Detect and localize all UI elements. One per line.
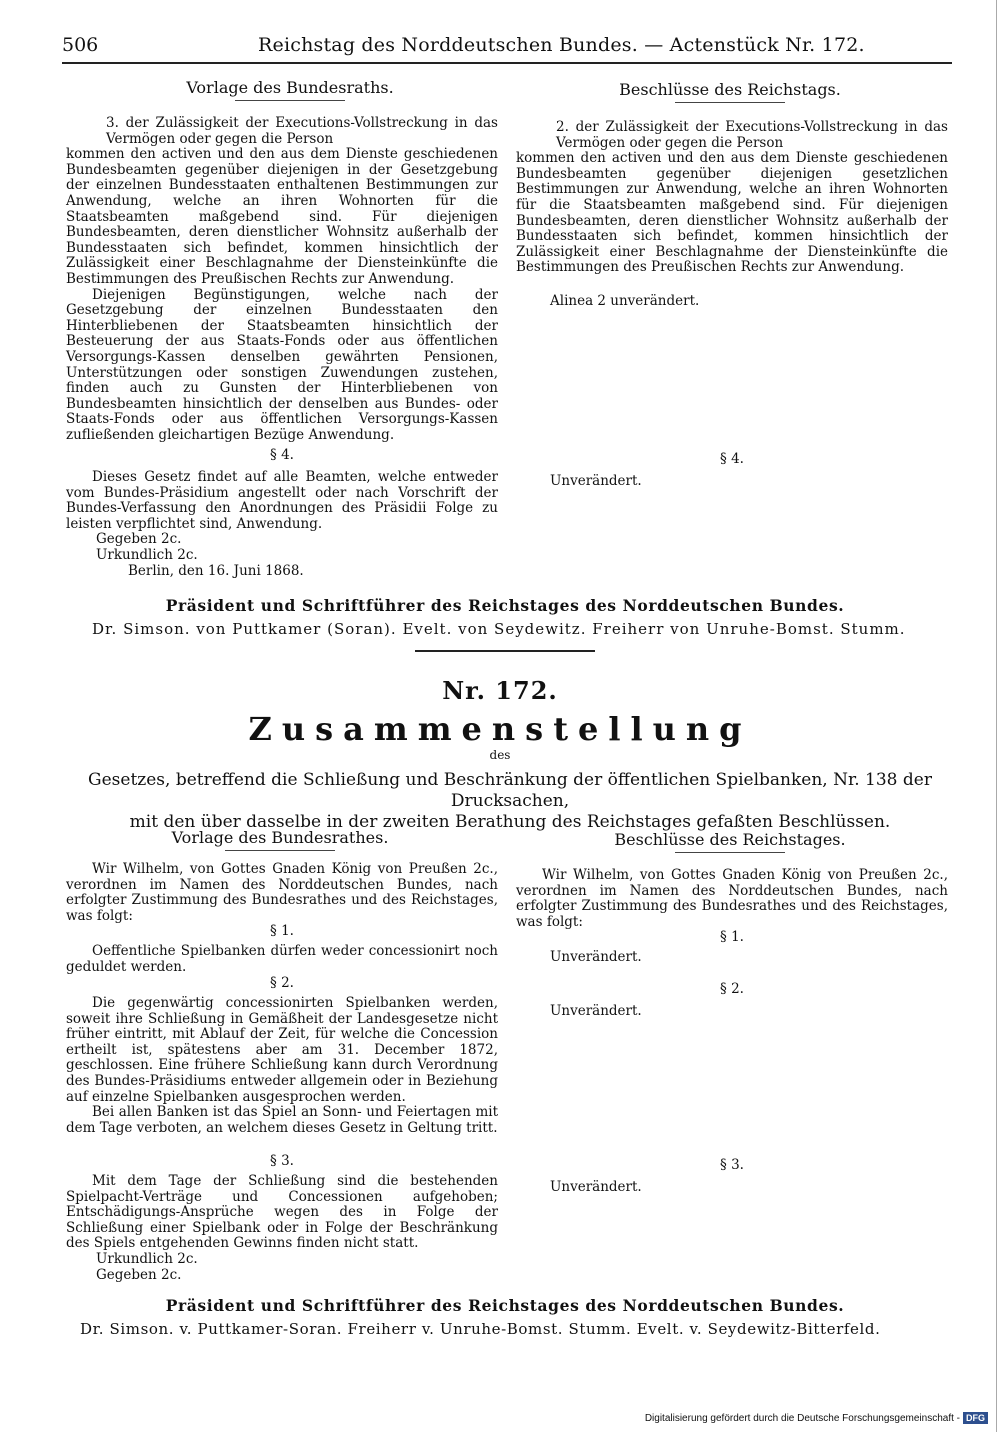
subtitle-line-1: Gesetzes, betreffend die Schließung und Beschränkung der öffentlichen Spielbanken, Nr. 138 der Drucksachen, (88, 770, 932, 811)
left-column-section-4 (66, 470, 498, 579)
paragraph: kommen den activen und den aus dem Dienste geschiedenen Bundesbeamten gegenüber diejenigen in der Gesetzgebung der einzelnen Bundesstaaten enthaltenen Bestimmungen zur Anwendung, welche an ihren Wohnorten für die Staatsbeamten maßgebend sind. Für diejenigen Bundesbeamten, deren dienstlicher Wohnsitz außerhalb der Bundesstaaten sich befindet, kommen hinsichtlich der Zulässigkeit einer Beschlagnahme der Diensteinkünfte die Bestimmungen des Preußischen Rechts zur Anwendung. (66, 146, 498, 287)
section-1-text (66, 944, 498, 975)
right-column-preamble (516, 868, 948, 930)
unchanged-note: Unverändert. (550, 473, 642, 489)
section-heading: § 1. (720, 929, 744, 945)
paragraph: kommen den activen und den aus dem Dienste geschiedenen Bundesbeamten gegenüber diejenigen gesetzlichen Bestimmungen zur Anwendung, welche an ihren Wohnorten für die Staatsbeamten maßgebend sind. Für diejenigen Bundesbeamten, deren dienstlicher Wohnsitz außerhalb der Bundesstaaten sich befindet, kommen hinsichtlich der Zulässigkeit einer Beschlagnahme der Diensteinkünfte die Bestimmungen des Preußischen Rechts zur Anwendung. (516, 150, 948, 276)
signature-names: Dr. Simson. v. Puttkamer-Soran. Freiherr v. Unruhe-Bomst. Stumm. Evelt. v. Seydewitz-Bitterfeld. (80, 1320, 881, 1338)
right-column-heading: Beschlüsse des Reichstages. (614, 830, 846, 849)
date-line: Berlin, den 16. Juni 1868. (128, 562, 304, 579)
paragraph: Bei allen Banken ist das Spiel an Sonn- und Feiertagen mit dem Tage verboten, an welchem dieses Gesetz in Geltung tritt. (66, 1104, 498, 1136)
scan-edge (996, 0, 997, 1432)
title-connector: des (489, 748, 511, 762)
signature-heading: Präsident und Schriftführer des Reichstages des Norddeutschen Bundes. (165, 1296, 845, 1315)
urkundlich-line: Urkundlich 2c. (96, 546, 198, 563)
left-column-body (66, 116, 498, 443)
digitization-footer (645, 1412, 988, 1424)
item-3-title: 3. der Zulässigkeit der Executions-Vollstreckung in das Vermögen oder gegen die Person (106, 115, 498, 147)
left-column-preamble (66, 862, 498, 924)
subtitle (40, 770, 980, 833)
paragraph: Mit dem Tage der Schließung sind die bestehenden Spielpacht-Verträge und Concessionen aufgehoben; Entschädigungs-Ansprüche wegen des in Folge der Schließung einer Spielbank oder in Folge der Beschränkung des Spiels entgehenden Gewinns finden nicht statt. (66, 1173, 498, 1252)
unchanged-note: Unverändert. (550, 1003, 642, 1019)
alinea-note: Alinea 2 unverändert. (550, 293, 700, 309)
section-heading: § 4. (270, 447, 294, 463)
dfg-logo: DFG (963, 1412, 988, 1424)
document-title: Zusammenstellung (248, 710, 752, 748)
section-2-text (66, 996, 498, 1136)
left-column-heading: Vorlage des Bundesrathes. (171, 828, 389, 847)
gegeben-line: Gegeben 2c. (96, 531, 182, 548)
running-title: Reichstag des Norddeutschen Bundes. — Actenstück Nr. 172. (258, 34, 865, 56)
section-divider (415, 650, 595, 652)
right-column-body (516, 120, 948, 276)
signature-heading: Präsident und Schriftführer des Reichstages des Norddeutschen Bundes. (165, 596, 845, 615)
left-column-heading: Vorlage des Bundesraths. (186, 78, 394, 97)
heading-underline (225, 850, 335, 851)
subtitle-line-2: mit den über dasselbe in der zweiten Berathung des Reichstages gefaßten Beschlüssen. (129, 812, 891, 832)
heading-underline (675, 102, 785, 103)
item-2-title: 2. der Zulässigkeit der Executions-Vollstreckung in das Vermögen oder gegen die Person (556, 119, 948, 151)
unchanged-note: Unverändert. (550, 1179, 642, 1195)
paragraph: Diejenigen Begünstigungen, welche nach der Gesetzgebung der einzelnen Bundesstaaten den Hinterbliebenen der Staatsbeamten hinsichtlich der Besteuerung der aus Staats-Fonds oder aus öffentlichen Versorgungs-Kassen denselben gewährten Pensionen, Unterstützungen oder sonstigen Zuwendungen zustehen, finden auch zu Gunsten der Hinterbliebenen von Bundesbeamten hinsichtlich der denselben aus Bundes- oder Staats-Fonds oder aus öffentlichen Versorgungs-Kassen zufließenden gleichartigen Bezüge Anwendung. (66, 286, 498, 443)
urkundlich-line: Urkundlich 2c. (96, 1250, 198, 1267)
section-heading: § 3. (270, 1153, 294, 1169)
section-3-text (66, 1174, 498, 1283)
paragraph: Dieses Gesetz findet auf alle Beamten, welche entweder vom Bundes-Präsidium angestellt oder nach Vorschrift der Bundes-Verfassung den Anordnungen des Präsidii Folge zu leisten verpflichtet sind, Anwendung. (66, 469, 498, 532)
footer-text: Digitalisierung gefördert durch die Deutsche Forschungsgemeinschaft - (644, 1413, 960, 1424)
section-heading: § 4. (720, 451, 744, 467)
section-heading: § 1. (270, 923, 294, 939)
signature-names: Dr. Simson. von Puttkamer (Soran). Evelt. von Seydewitz. Freiherr von Unruhe-Bomst. Stumm. (92, 620, 906, 638)
paragraph: Die gegenwärtig concessionirten Spielbanken werden, soweit ihre Schließung in Gemäßheit der Landesgesetze nicht früher eintritt, mit Ablauf der Zeit, für welche die Concession ertheilt ist, spätestens aber am 31. December 1872, geschlossen. Eine frühere Schließung kann durch Verordnung des Bundes-Präsidiums entweder allgemein oder in Beziehung auf einzelne Spielbanken ausgesprochen werden. (66, 995, 498, 1105)
heading-underline (675, 852, 785, 853)
heading-underline (235, 100, 345, 101)
paragraph: Oeffentliche Spielbanken dürfen weder concessionirt noch geduldet werden. (66, 943, 498, 975)
page-number: 506 (62, 34, 99, 56)
section-heading: § 2. (270, 975, 294, 991)
section-heading: § 3. (720, 1157, 744, 1173)
document-number: Nr. 172. (442, 676, 558, 705)
header-rule (62, 62, 952, 64)
preamble: Wir Wilhelm, von Gottes Gnaden König von Preußen 2c., verordnen im Namen des Norddeutschen Bundes, nach erfolgter Zustimmung des Bundesrathes und des Reichstages, was folgt: (516, 867, 948, 930)
section-heading: § 2. (720, 981, 744, 997)
unchanged-note: Unverändert. (550, 949, 642, 965)
right-column-heading: Beschlüsse des Reichstags. (619, 80, 841, 99)
preamble: Wir Wilhelm, von Gottes Gnaden König von Preußen 2c., verordnen im Namen des Norddeutschen Bundes, nach erfolgter Zustimmung des Bundesrathes und des Reichstages, was folgt: (66, 861, 498, 924)
gegeben-line: Gegeben 2c. (96, 1266, 182, 1283)
